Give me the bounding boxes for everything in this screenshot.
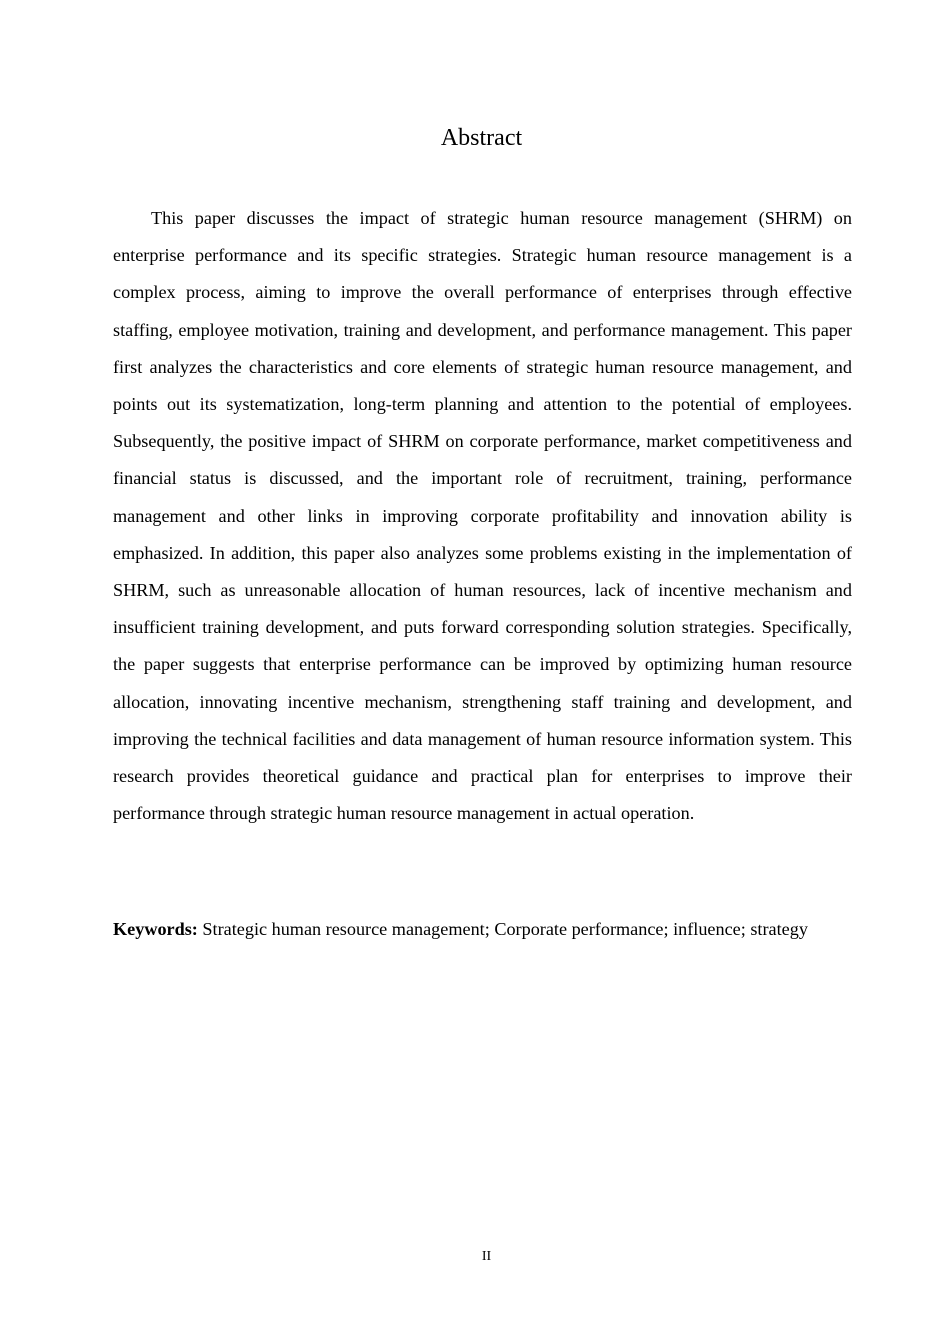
keywords-label: Keywords: [113, 919, 198, 939]
abstract-title: Abstract [440, 125, 523, 151]
abstract-body: This paper discusses the impact of strategic human resource management (SHRM) on enterprise performance and its specific strategies. Strategic human resource management is a complex process, aiming to improve the overall performance of enterprises through effective staffing, employee motivation, training and development, and performance management. This paper first analyzes the characteristics and core elements of strategic human resource management, and points out its systematization, long-term planning and attention to the potential of employees. Subsequently, the positive impact of SHRM on corporate performance, market competitiveness and financial status is discussed, and the important role of recruitment, training, performance management and other links in improving corporate profitability and innovation ability is emphasized. In addition, this paper also analyzes some problems existing in the implementation of SHRM, such as unreasonable allocation of human resources, lack of incentive mechanism and insufficient training development, and puts forward corresponding solution strategies. Specifically, the paper suggests that enterprise performance can be improved by optimizing human resource allocation, innovating incentive mechanism, strengthening staff training and development, and improving the technical facilities and data management of human resource information system. This research provides theoretical guidance and practical plan for enterprises to improve their performance through strategic human resource management in actual operation. [113, 208, 852, 824]
page-number: II [481, 1249, 492, 1264]
keywords-line [113, 914, 873, 944]
keywords-text: Strategic human resource management; Corporate performance; influence; strategy [202, 919, 808, 939]
